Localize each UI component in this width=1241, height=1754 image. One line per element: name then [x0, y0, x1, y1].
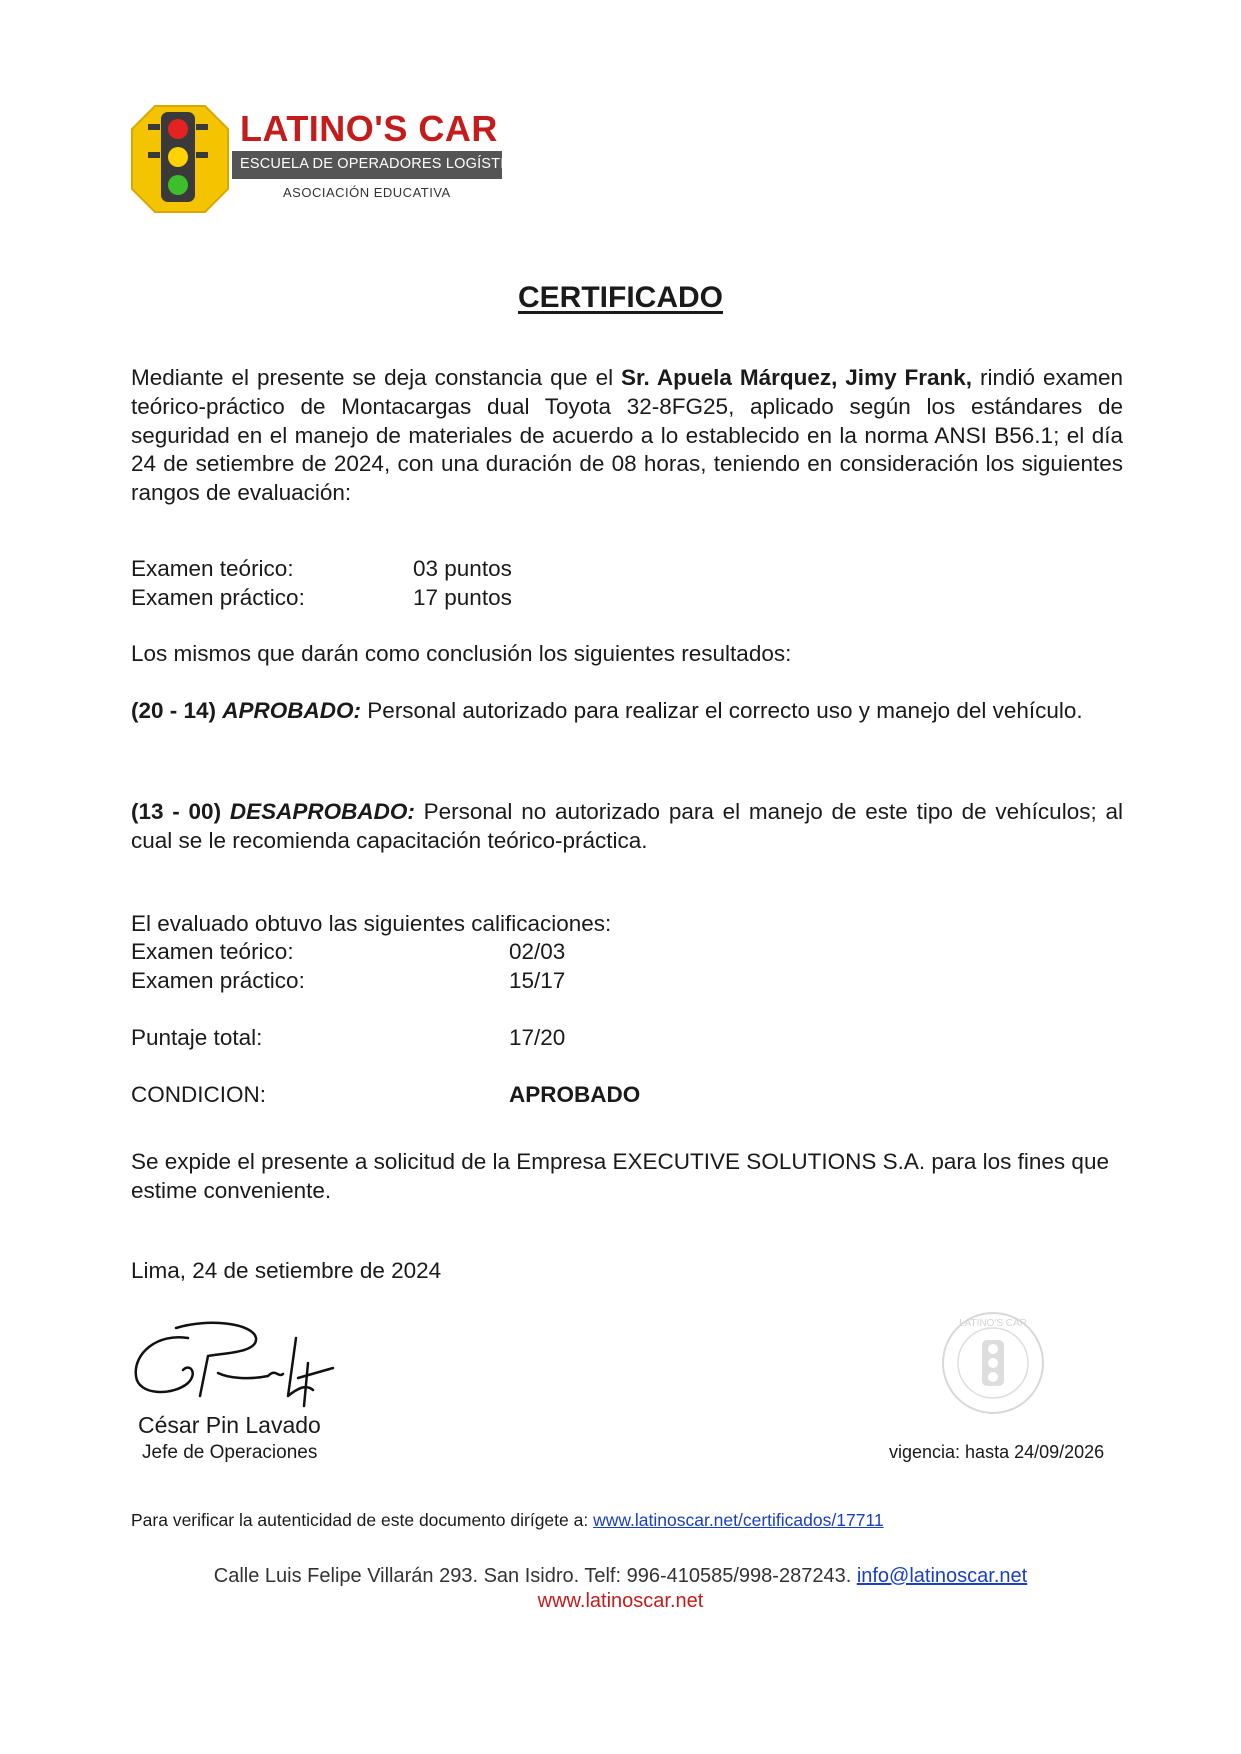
signatory-name: César Pin Lavado: [138, 1412, 321, 1438]
verify-link[interactable]: www.latinoscar.net/certificados/17711: [593, 1510, 884, 1530]
grade-label-teorico: Examen teórico:: [131, 939, 294, 964]
brand-association: ASOCIACIÓN EDUCATIVA: [283, 185, 451, 200]
person-name: Sr. Apuela Márquez, Jimy Frank,: [621, 365, 973, 390]
range-value-practico: 17 puntos: [413, 585, 512, 610]
footer-address: Calle Luis Felipe Villarán 293. San Isidro. Telf: 996-410585/998-287243.: [213, 1565, 857, 1587]
signatory-role: Jefe de Operaciones: [142, 1442, 318, 1463]
validity-date: vigencia: hasta 24/09/2026: [889, 1442, 1105, 1462]
grade-value-practico: 15/17: [509, 968, 566, 993]
grades-intro: El evaluado obtuvo las siguientes calificaciones:: [131, 911, 612, 936]
intro-paragraph: Mediante el presente se deja constancia que el Sr. Apuela Márquez, Jimy Frank, rindió examen teórico-práctico de Montacargas dual Toyota 32-8FG25, aplicado según los estándares de seguridad en el manejo de materiales de acuerdo a lo establecido en la norma ANSI B56.1; el día 24 de setiembre de 2024, con una duración de 08 horas, teniendo en consideración los siguientes rangos de evaluación:: [131, 365, 1123, 506]
range-value-teorico: 03 puntos: [413, 556, 512, 581]
footer-website[interactable]: www.latinoscar.net: [537, 1590, 704, 1612]
school-seal: [938, 1308, 1048, 1418]
svg-text:LATINO'S CAR: LATINO'S CAR: [959, 1318, 1027, 1329]
result-desaprobado: (13 - 00) DESAPROBADO: Personal no autorizado para el manejo de este tipo de vehículos; al cual se le recomienda capacitación teórico-práctica.: [131, 799, 1123, 853]
range-label-practico: Examen práctico:: [131, 585, 305, 610]
brand-subtitle: ESCUELA DE OPERADORES LOGÍSTICOS: [240, 156, 537, 172]
brand-name: LATINO'S CAR: [240, 108, 498, 149]
range-label-teorico: Examen teórico:: [131, 556, 294, 581]
condition-value: APROBADO: [509, 1082, 641, 1107]
document-title: CERTIFICADO: [518, 281, 723, 314]
red-light: [168, 119, 188, 139]
signature-image: [128, 1318, 348, 1408]
grade-label-practico: Examen práctico:: [131, 968, 305, 993]
issue-paragraph: Se expide el presente a solicitud de la Empresa EXECUTIVE SOLUTIONS S.A. para los fines que estime conveniente.: [131, 1149, 1109, 1203]
conclusion-intro: Los mismos que darán como conclusión los siguientes resultados:: [131, 641, 792, 666]
footer-email-link[interactable]: info@latinoscar.net: [856, 1565, 1028, 1587]
total-value: 17/20: [509, 1025, 566, 1050]
result-aprobado: (20 - 14) APROBADO: Personal autorizado para realizar el correcto uso y manejo del vehículo.: [131, 698, 1083, 723]
grade-value-teorico: 02/03: [509, 939, 566, 964]
green-light: [168, 175, 188, 195]
verify-line: Para verificar la autenticidad de este documento dirígete a: www.latinoscar.net/certificados/17711: [131, 1510, 884, 1530]
footer: [0, 1565, 1241, 1613]
place-date: Lima, 24 de setiembre de 2024: [131, 1258, 442, 1283]
total-label: Puntaje total:: [131, 1025, 263, 1050]
yellow-light: [168, 147, 188, 167]
condition-label: CONDICION:: [131, 1082, 266, 1107]
